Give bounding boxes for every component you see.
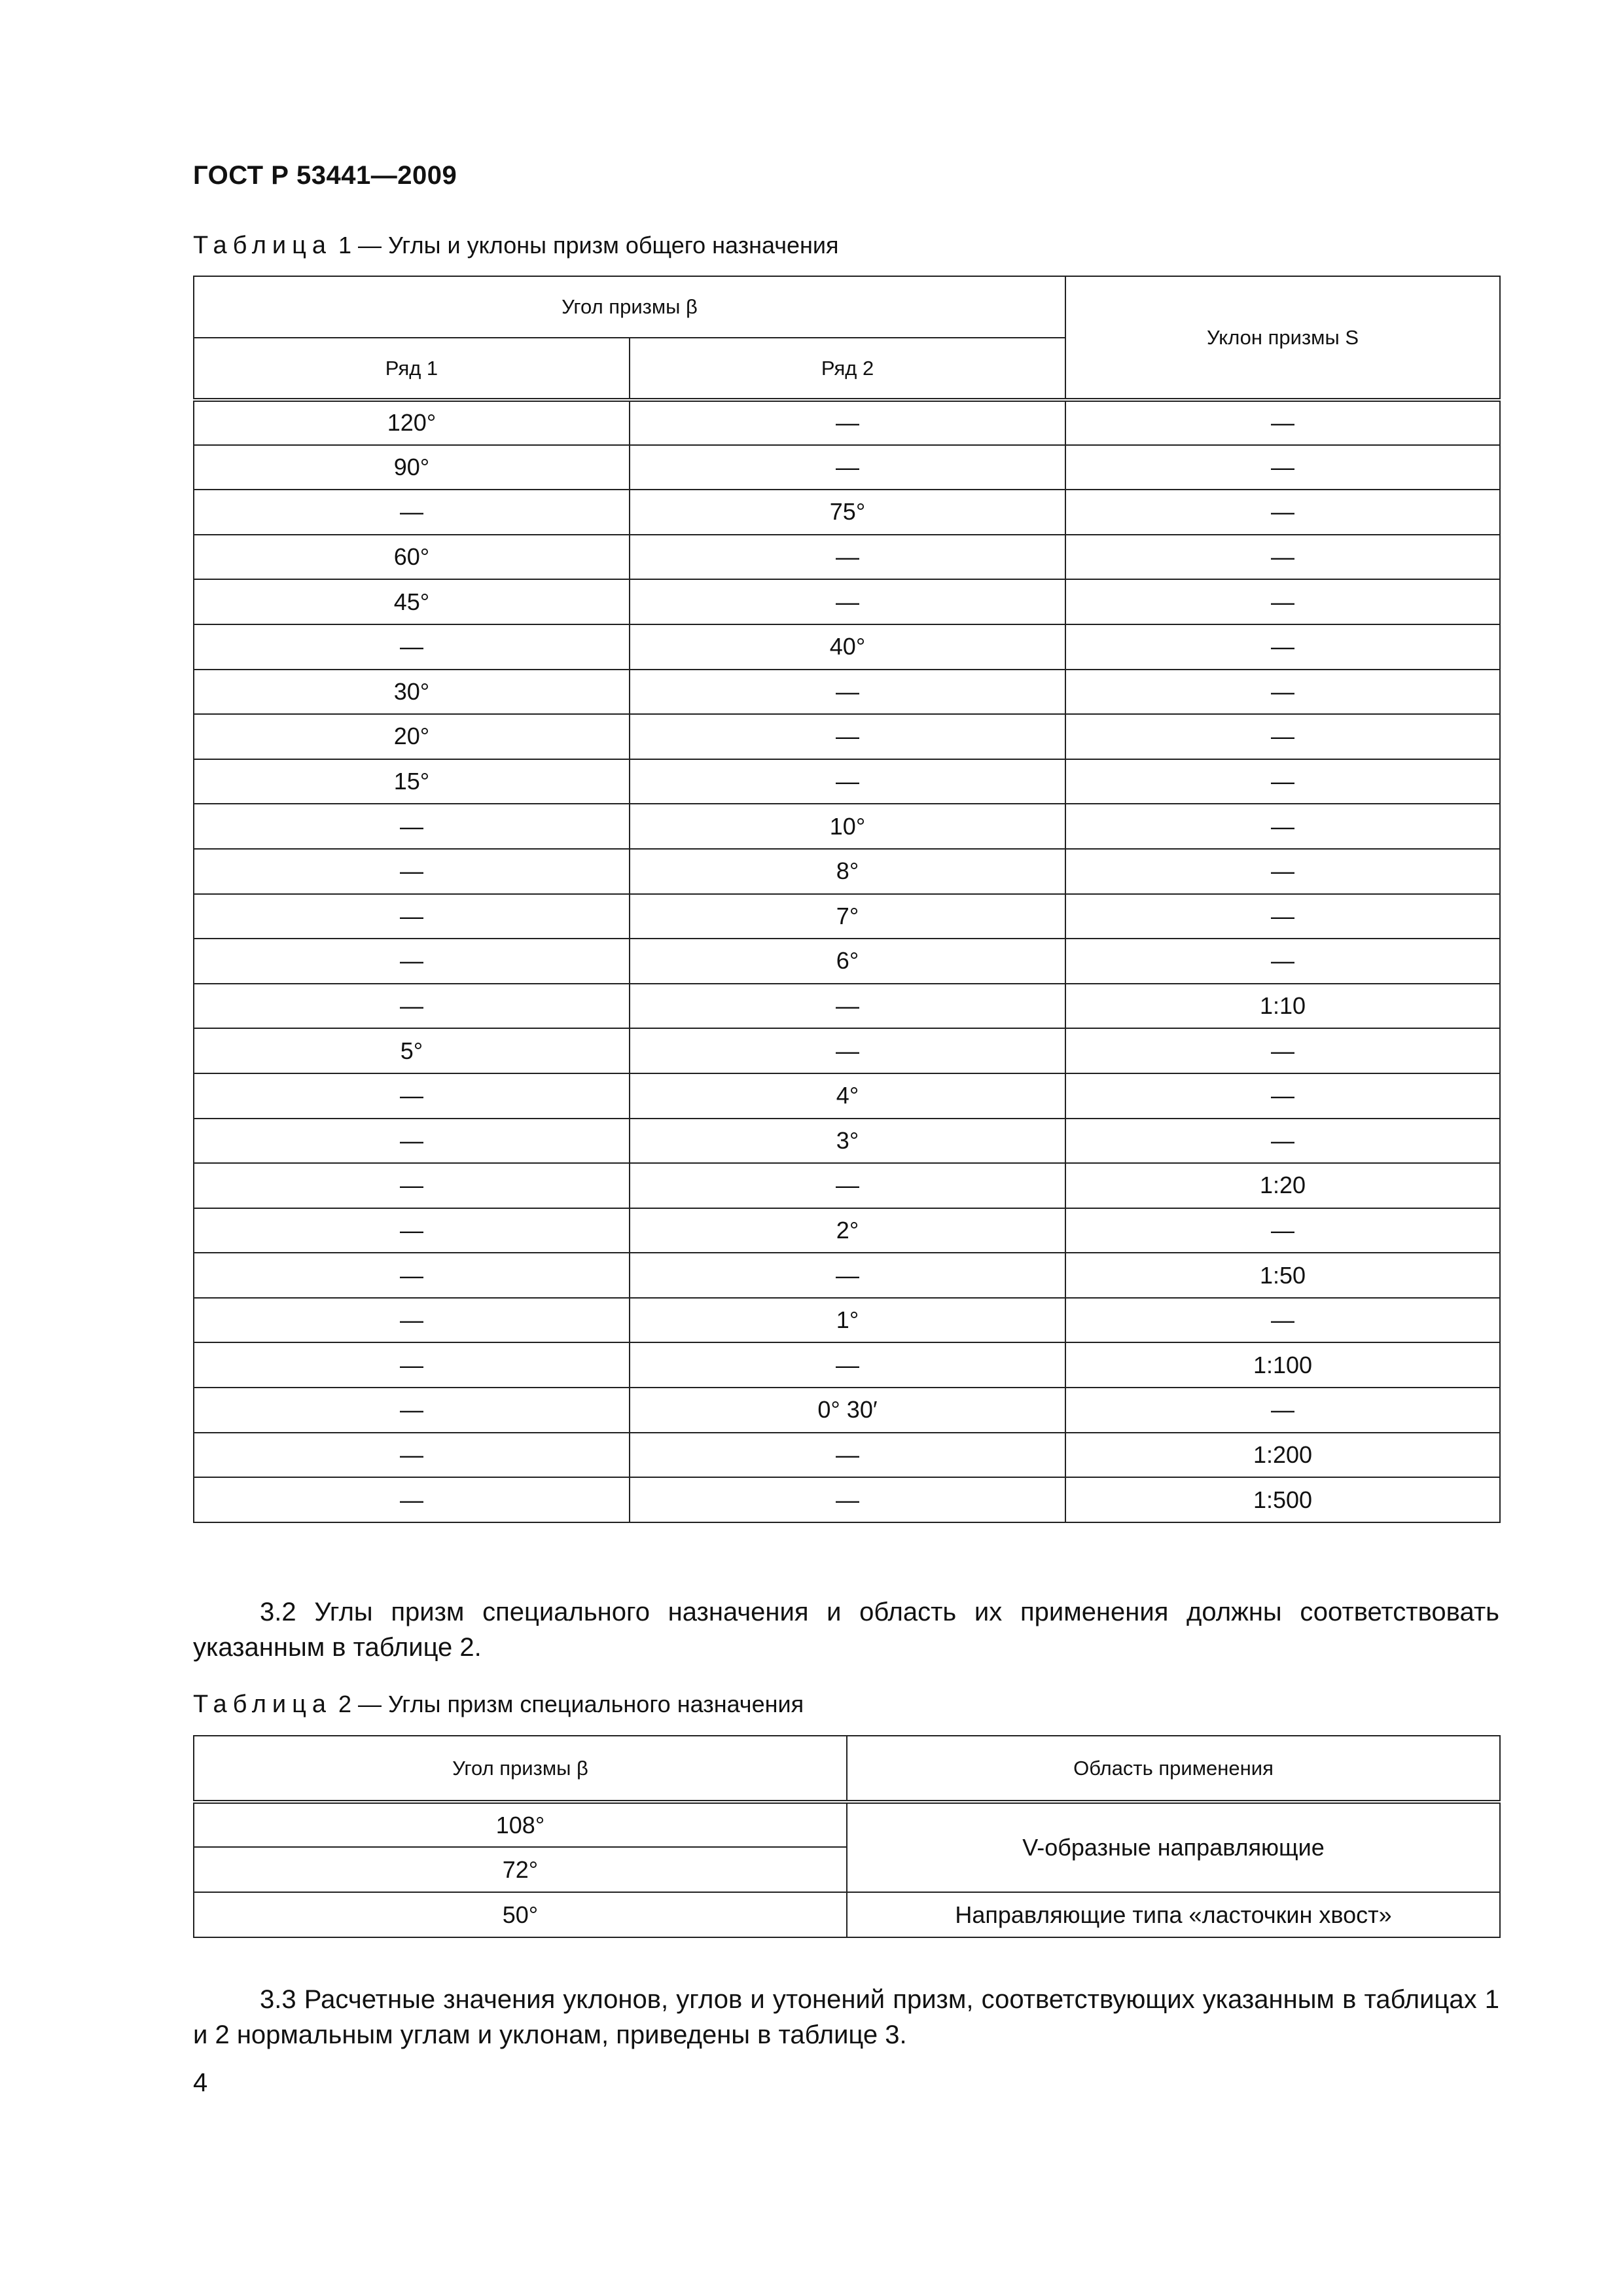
table1-cell-row1: — [194, 1073, 630, 1119]
table1-cell-slope: — [1065, 1028, 1500, 1073]
table1-caption [193, 232, 838, 260]
table2-caption-text: 2 — Углы призм специального назначения [338, 1691, 804, 1717]
table1-cell-slope: — [1065, 445, 1500, 490]
table1-cell-row1: 30° [194, 670, 630, 715]
table1-cell-slope: — [1065, 1298, 1500, 1343]
table1-cell-row1: — [194, 1433, 630, 1478]
table1-cell-slope: — [1065, 1208, 1500, 1253]
table-row [194, 894, 1500, 939]
table-row [194, 1477, 1500, 1522]
table1-cell-row2: — [630, 670, 1065, 715]
table-row [194, 1028, 1500, 1073]
table1-cell-row2: 1° [630, 1298, 1065, 1343]
table1-cell-row1: — [194, 939, 630, 984]
table1-cell-row1: — [194, 1119, 630, 1164]
table2-cell-area: Направляющие типа «ласточкин хвост» [847, 1892, 1500, 1937]
table1-cell-slope: — [1065, 535, 1500, 580]
table1-cell-slope: — [1065, 490, 1500, 535]
table1-cell-slope: — [1065, 624, 1500, 670]
table1-header-row1: Ряд 1 [194, 338, 630, 400]
table1-cell-slope: — [1065, 804, 1500, 849]
table-row [194, 1388, 1500, 1433]
table-row [194, 1802, 1500, 1847]
table-row [194, 1073, 1500, 1119]
table1-cell-row2: 10° [630, 804, 1065, 849]
table1-cell-slope: — [1065, 1073, 1500, 1119]
table1-cell-slope: — [1065, 759, 1500, 804]
table1-cell-row1: — [194, 1298, 630, 1343]
table1-cell-row2: — [630, 535, 1065, 580]
table1-cell-row2: — [630, 1253, 1065, 1298]
table1-cell-slope: — [1065, 849, 1500, 894]
table-row [194, 1342, 1500, 1388]
table1-cell-slope: 1:50 [1065, 1253, 1500, 1298]
table1-cell-slope: — [1065, 1119, 1500, 1164]
table1-cell-row1: — [194, 984, 630, 1029]
table-row [194, 1298, 1500, 1343]
table-row [194, 939, 1500, 984]
table1-cell-row2: — [630, 400, 1065, 445]
table1-cell-slope: — [1065, 670, 1500, 715]
table1-cell-row1: — [194, 1342, 630, 1388]
table1-cell-row1: — [194, 1253, 630, 1298]
table-row [194, 445, 1500, 490]
table1-cell-slope: — [1065, 400, 1500, 445]
table1-cell-row2: 0° 30′ [630, 1388, 1065, 1433]
table1-caption-word: Таблица [193, 232, 332, 259]
table-row [194, 1119, 1500, 1164]
table1-cell-row1: 20° [194, 714, 630, 759]
table-row [194, 1433, 1500, 1478]
table1-cell-slope: 1:20 [1065, 1163, 1500, 1208]
table1-cell-row2: 6° [630, 939, 1065, 984]
table-row [194, 579, 1500, 624]
table1-cell-row2: 40° [630, 624, 1065, 670]
table2-header-area: Область применения [847, 1736, 1500, 1802]
table-row [194, 1253, 1500, 1298]
document-id: ГОСТ Р 53441—2009 [193, 161, 457, 190]
table1-cell-row1: 90° [194, 445, 630, 490]
table1-cell-row2: 7° [630, 894, 1065, 939]
table1-cell-slope: — [1065, 939, 1500, 984]
table-row [194, 1892, 1500, 1937]
table2-caption-word: Таблица [193, 1691, 332, 1718]
table-row [194, 1163, 1500, 1208]
table1-cell-row2: — [630, 759, 1065, 804]
table1-cell-slope: — [1065, 894, 1500, 939]
table1-cell-slope: 1:10 [1065, 984, 1500, 1029]
table2-cell-angle: 108° [194, 1802, 847, 1847]
table2-cell-area: V-образные направляющие [847, 1802, 1500, 1892]
table1-cell-row2: — [630, 445, 1065, 490]
table-row [194, 804, 1500, 849]
table-row [194, 624, 1500, 670]
table1-cell-row2: — [630, 1477, 1065, 1522]
table1-cell-row1: — [194, 1477, 630, 1522]
table1-cell-row1: 45° [194, 579, 630, 624]
table1-cell-row2: — [630, 1342, 1065, 1388]
table1-cell-row1: — [194, 1388, 630, 1433]
paragraph-3-3: 3.3 Расчетные значения уклонов, углов и утонений призм, соответствующих указанным в таблицах 1 и 2 нормальным углам и уклонам, приведены в таблице 3. [193, 1985, 1499, 2049]
table-row [194, 714, 1500, 759]
page-number: 4 [193, 2068, 208, 2097]
table1-cell-row1: 120° [194, 400, 630, 445]
table2-cell-angle: 72° [194, 1847, 847, 1892]
table-row [194, 490, 1500, 535]
table1-cell-slope: 1:100 [1065, 1342, 1500, 1388]
table1-cell-row2: — [630, 984, 1065, 1029]
table-row [194, 400, 1500, 445]
table1-cell-slope: — [1065, 714, 1500, 759]
table1-cell-slope: — [1065, 1388, 1500, 1433]
table1-cell-row2: — [630, 1163, 1065, 1208]
table-row [194, 535, 1500, 580]
table1-cell-row2: 4° [630, 1073, 1065, 1119]
table1-cell-row1: 60° [194, 535, 630, 580]
table1-cell-row1: — [194, 1163, 630, 1208]
table1-cell-row2: 75° [630, 490, 1065, 535]
table1-cell-row1: — [194, 894, 630, 939]
table1-header-slope: Уклон призмы S [1065, 276, 1500, 400]
table1-cell-row2: 3° [630, 1119, 1065, 1164]
table-row [194, 670, 1500, 715]
table2-cell-angle: 50° [194, 1892, 847, 1937]
table2 [193, 1735, 1501, 1938]
table1-cell-slope: 1:500 [1065, 1477, 1500, 1522]
table1-cell-row1: 5° [194, 1028, 630, 1073]
table2-caption [193, 1691, 804, 1719]
table1-cell-row2: — [630, 1028, 1065, 1073]
table1-header-angle: Угол призмы β [194, 276, 1065, 338]
table1-cell-row1: — [194, 490, 630, 535]
table1-cell-row2: 8° [630, 849, 1065, 894]
table1-header-row2: Ряд 2 [630, 338, 1065, 400]
table1-caption-text: 1 — Углы и уклоны призм общего назначения [338, 232, 839, 259]
paragraph-3-2: 3.2 Углы призм специального назначения и область их применения должны соответствовать указанным в таблице 2. [193, 1598, 1499, 1662]
table1-cell-row2: — [630, 1433, 1065, 1478]
table-row [194, 1208, 1500, 1253]
table1-cell-slope: 1:200 [1065, 1433, 1500, 1478]
table2-header-angle: Угол призмы β [194, 1736, 847, 1802]
table1-cell-row2: — [630, 714, 1065, 759]
table-row [194, 759, 1500, 804]
table-row [194, 984, 1500, 1029]
table1-cell-row1: — [194, 804, 630, 849]
table1-cell-slope: — [1065, 579, 1500, 624]
table1-cell-row1: 15° [194, 759, 630, 804]
table1 [193, 276, 1501, 1523]
table1-cell-row1: — [194, 624, 630, 670]
table1-cell-row1: — [194, 1208, 630, 1253]
table1-cell-row1: — [194, 849, 630, 894]
table1-body [194, 400, 1500, 1522]
table1-cell-row2: — [630, 579, 1065, 624]
table1-cell-row2: 2° [630, 1208, 1065, 1253]
table-row [194, 849, 1500, 894]
